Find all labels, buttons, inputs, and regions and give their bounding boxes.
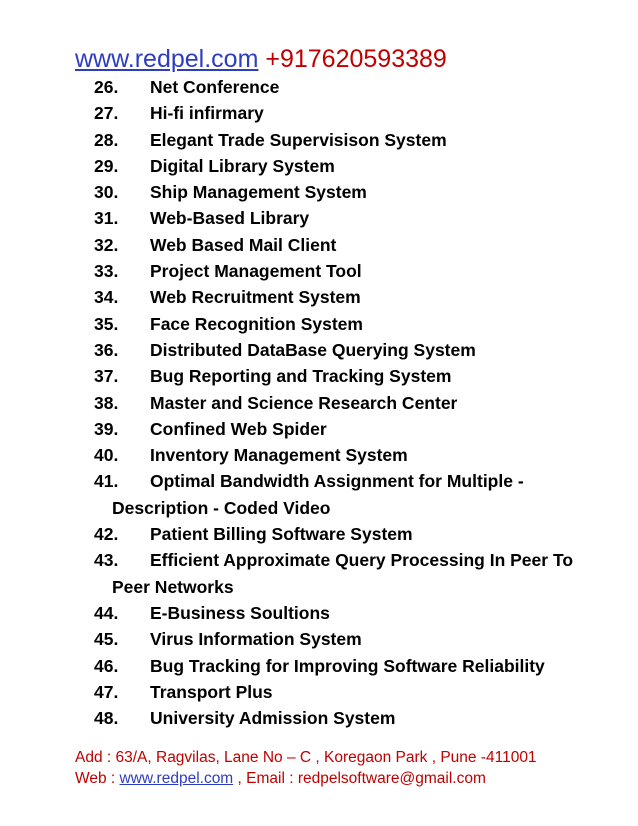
- phone-number: +917620593389: [265, 45, 447, 73]
- item-number: 41.: [94, 471, 119, 492]
- item-number: 27.: [94, 103, 119, 124]
- item-number: 30.: [94, 182, 119, 203]
- list-item: [0, 258, 638, 284]
- list-item: [0, 232, 638, 258]
- item-number: 29.: [94, 155, 119, 176]
- list-item: [0, 284, 638, 310]
- list-item: [0, 653, 638, 679]
- item-number: 47.: [94, 681, 119, 702]
- item-title-continuation: Peer Networks: [112, 576, 234, 597]
- item-title: Bug Tracking for Improving Software Reliability: [150, 655, 545, 676]
- item-title: E-Business Soultions: [150, 602, 330, 623]
- list-item: [0, 337, 638, 363]
- list-item: [0, 626, 638, 652]
- list-item: [0, 390, 638, 416]
- item-number: 40.: [94, 445, 119, 466]
- item-title: Bug Reporting and Tracking System: [150, 366, 452, 387]
- item-title: Ship Management System: [150, 182, 367, 203]
- list-item: [0, 600, 638, 626]
- item-title: Patient Billing Software System: [150, 524, 413, 545]
- item-number: 32.: [94, 234, 119, 255]
- item-title: Digital Library System: [150, 155, 335, 176]
- item-number: 36.: [94, 339, 119, 360]
- list-item: [0, 416, 638, 442]
- item-title: Hi-fi infirmary: [150, 103, 264, 124]
- list-item: [0, 127, 638, 153]
- item-title: Net Conference: [150, 77, 280, 97]
- list-item: [0, 100, 638, 126]
- item-title: Master and Science Research Center: [150, 392, 458, 413]
- item-title: Confined Web Spider: [150, 418, 327, 439]
- item-number: 35.: [94, 313, 119, 334]
- item-title: Web Recruitment System: [150, 287, 361, 308]
- item-title: Project Management Tool: [150, 261, 362, 282]
- page-header: [75, 42, 447, 76]
- list-item: [0, 521, 638, 547]
- list-item: [0, 705, 638, 731]
- item-title: Web Based Mail Client: [150, 234, 337, 255]
- item-title: Web-Based Library: [150, 208, 310, 229]
- item-number: 46.: [94, 655, 119, 676]
- footer-web-prefix: Web :: [75, 770, 120, 787]
- item-number: 37.: [94, 366, 119, 387]
- list-item: [0, 363, 638, 389]
- list-item: [0, 679, 638, 705]
- list-item: [0, 153, 638, 179]
- project-list: [0, 74, 638, 731]
- item-number: 45.: [94, 629, 119, 650]
- page-footer: [75, 747, 537, 789]
- list-item: [0, 311, 638, 337]
- footer-address: Add : 63/A, Ragvilas, Lane No – C , Koregaon Park , Pune -411001: [75, 749, 537, 766]
- item-number: 31.: [94, 208, 119, 229]
- item-number: 38.: [94, 392, 119, 413]
- list-item: [0, 179, 638, 205]
- item-number: 28.: [94, 129, 119, 150]
- list-item: [0, 468, 638, 521]
- item-number: 33.: [94, 261, 119, 282]
- item-title: Distributed DataBase Querying System: [150, 339, 476, 360]
- item-number: 26.: [94, 77, 119, 97]
- item-title: Efficient Approximate Query Processing In Peer To: [150, 550, 574, 571]
- footer-website-link[interactable]: www.redpel.com: [119, 770, 234, 787]
- list-item: [0, 74, 638, 100]
- item-number: 42.: [94, 524, 119, 545]
- list-item: [0, 442, 638, 468]
- item-title: Inventory Management System: [150, 445, 408, 466]
- item-title: Elegant Trade Supervisison System: [150, 129, 447, 150]
- item-title-continuation: Description - Coded Video: [112, 497, 331, 518]
- item-number: 43.: [94, 550, 119, 571]
- website-link[interactable]: www.redpel.com: [75, 45, 259, 73]
- item-title: Face Recognition System: [150, 313, 363, 334]
- footer-contact: [75, 768, 537, 789]
- item-title: Transport Plus: [150, 681, 273, 702]
- item-title: University Admission System: [150, 708, 396, 729]
- footer-email: , Email : redpelsoftware@gmail.com: [233, 770, 486, 787]
- item-title: Optimal Bandwidth Assignment for Multiple -: [150, 471, 524, 492]
- list-item: [0, 205, 638, 231]
- list-item: [0, 547, 638, 600]
- item-number: 39.: [94, 418, 119, 439]
- item-number: 44.: [94, 602, 119, 623]
- item-number: 48.: [94, 708, 119, 729]
- item-number: 34.: [94, 287, 119, 308]
- item-title: Virus Information System: [150, 629, 362, 650]
